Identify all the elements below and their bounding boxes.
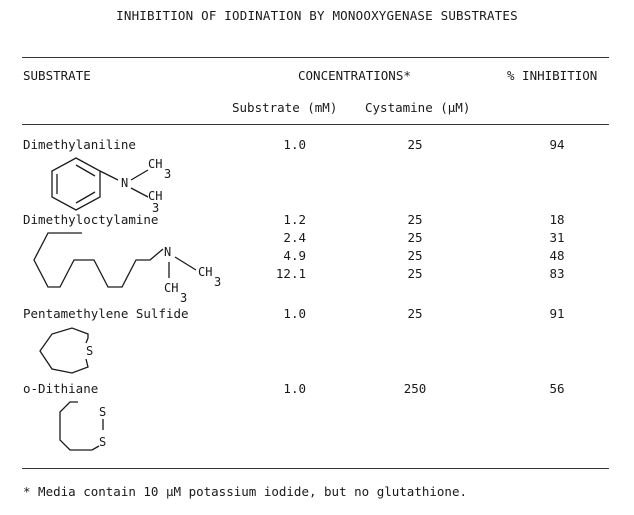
substrate-conc-cell: 1.0 [283,381,306,396]
inhibition-cell: 18 [549,212,565,227]
header-inhibition: % INHIBITION [507,68,598,83]
header-substrate: SUBSTRATE [23,68,91,83]
header-concentrations: CONCENTRATIONS* [298,68,411,83]
substrate-name: o-Dithiane [23,381,99,396]
substrate-conc-cell: 1.2 [283,212,306,227]
subheader-substrate-mm: Substrate (mM) [232,100,338,115]
cystamine-conc-cell: 25 [407,248,423,263]
subheader-cystamine-um: Cystamine (μM) [365,100,471,115]
cystamine-conc-cell: 25 [407,230,423,245]
bottom-rule [22,468,609,469]
inhibition-cell: 48 [549,248,565,263]
inhibition-cell: 31 [549,230,565,245]
substrate-conc-cell: 2.4 [283,230,306,245]
atom-ch3-top: CH [148,157,163,171]
cystamine-conc-cell: 25 [407,266,423,281]
cystamine-conc-cell: 25 [407,306,423,321]
substrate-conc-cell: 4.9 [283,248,306,263]
substrate-conc-cell: 1.0 [283,306,306,321]
substrate-conc-cell: 1.0 [283,137,306,152]
atom-s-bottom: S [99,435,107,449]
cystamine-conc-cell: 25 [407,212,423,227]
inhibition-cell: 94 [549,137,565,152]
atom-ch3-right-sub: 3 [214,275,222,289]
atom-n: N [121,176,129,190]
cystamine-conc-cell: 250 [403,381,427,396]
inhibition-cell: 56 [549,381,565,396]
substrate-conc-cell: 12.1 [275,266,306,281]
atom-s-top: S [99,405,107,419]
inhibition-cell: 91 [549,306,565,321]
footnote: * Media contain 10 μM potassium iodide, but no glutathione. [23,484,468,499]
atom-s: S [86,344,94,358]
substrate-name: Dimethylaniline [23,137,136,152]
substrate-name: Dimethyloctylamine [23,212,159,227]
atom-ch3-right: CH [198,265,213,279]
atom-ch3-bottom-sub: 3 [180,291,188,305]
dithiane-ring [60,402,99,450]
substrate-name: Pentamethylene Sulfide [23,306,189,321]
atom-ch3-bottom: CH [164,281,179,295]
atom-ch3-bottom: CH [148,189,163,203]
inhibition-cell: 83 [549,266,565,281]
table-title: INHIBITION OF IODINATION BY MONOOXYGENASE SUBSTRATES [116,8,518,23]
atom-ch3-top-sub: 3 [164,167,172,181]
cystamine-conc-cell: 25 [407,137,423,152]
atom-n: N [164,245,172,259]
atom-ch3-bottom-sub: 3 [152,201,160,215]
